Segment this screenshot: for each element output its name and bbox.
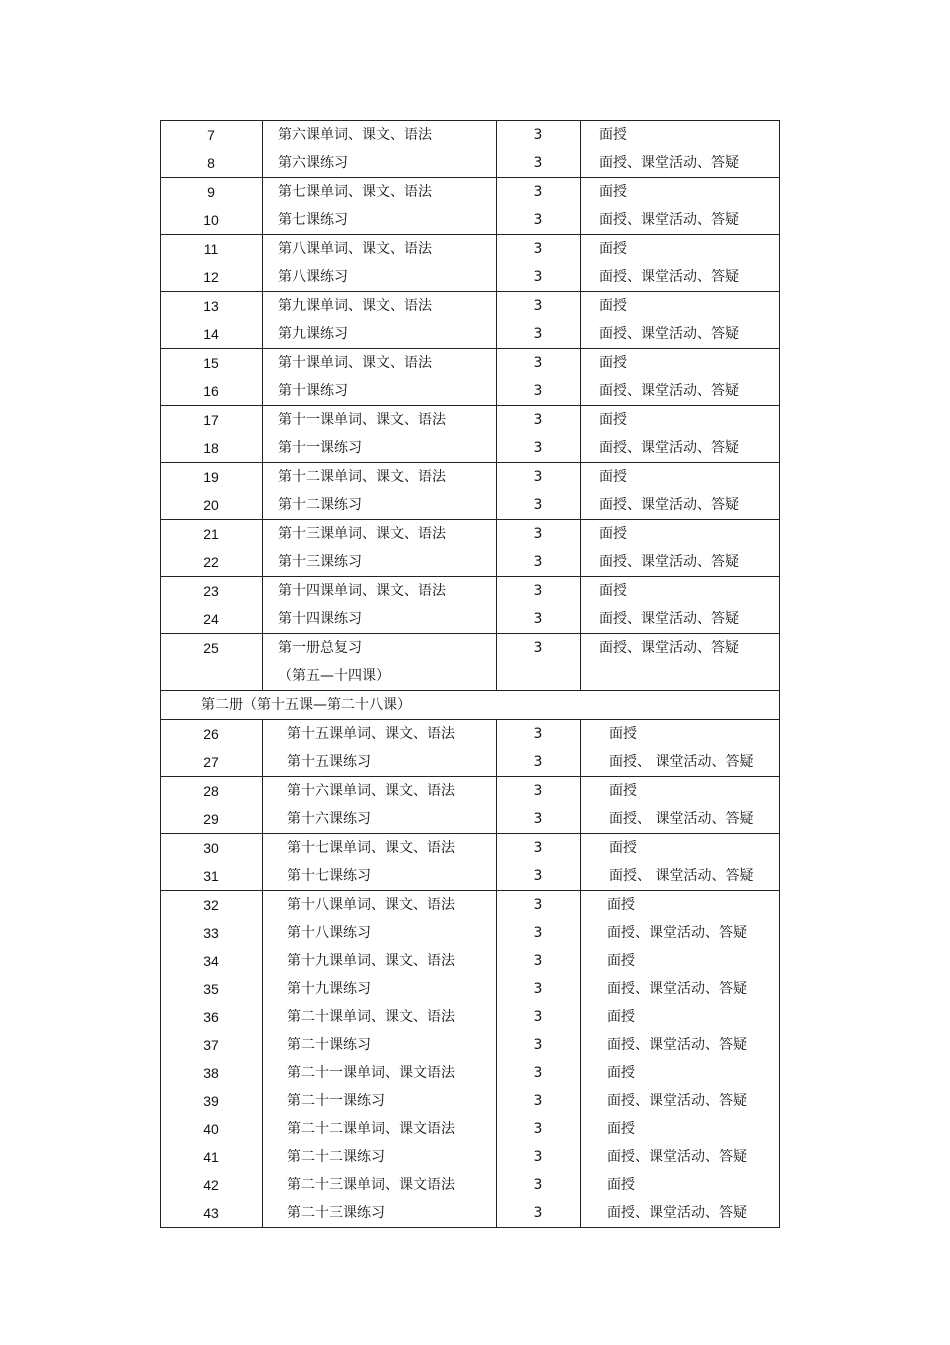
class-hours: 3 [533,583,543,599]
lesson-topic: 第十一课练习 [278,440,362,456]
lesson-number: 31 [203,868,219,884]
lesson-number: 20 [203,497,219,513]
row-group [160,890,780,1228]
lesson-topic: 第十九课练习 [287,981,371,997]
row-group [160,291,780,348]
lesson-topic: 第九课练习 [278,326,348,342]
table-row [161,634,779,662]
table-row [161,748,779,776]
lesson-topic: 第十二课练习 [278,497,362,513]
lesson-topic: 第八课练习 [278,269,348,285]
class-hours: 3 [533,840,543,856]
lesson-number: 40 [203,1121,219,1137]
table-row [161,805,779,833]
lesson-number: 37 [203,1037,219,1053]
class-hours: 3 [533,868,543,884]
class-hours: 3 [533,269,543,285]
lesson-number: 42 [203,1177,219,1193]
lesson-topic: 第十课练习 [278,383,348,399]
table-row [161,406,779,434]
teaching-method: 面授 [609,783,637,799]
table-row [161,862,779,890]
lesson-number: 9 [207,184,215,200]
lesson-number: 26 [203,726,219,742]
lesson-topic: 第六课练习 [278,155,348,171]
row-group [160,462,780,519]
lesson-number: 43 [203,1205,219,1221]
lesson-topic: 第十一课单词、课文、语法 [278,412,446,428]
class-hours: 3 [533,1149,543,1165]
teaching-method: 面授 [599,412,627,428]
teaching-method: 面授、课堂活动、答疑 [599,326,739,342]
lesson-number: 19 [203,469,219,485]
book1-section [160,120,780,690]
class-hours: 3 [533,1121,543,1137]
row-group [160,177,780,234]
class-hours: 3 [533,1037,543,1053]
book2-header: 第二册（第十五课—第二十八课） [160,690,780,719]
teaching-method: 面授 [599,583,627,599]
lesson-topic: 第二十课单词、课文、语法 [287,1009,455,1025]
lesson-number: 17 [203,412,219,428]
lesson-number: 27 [203,754,219,770]
lesson-number: 21 [203,526,219,542]
lesson-number: 11 [203,241,219,257]
table-row [161,1199,779,1227]
class-hours: 3 [533,1205,543,1221]
teaching-method: 面授、课堂活动、答疑 [599,383,739,399]
table-row [161,149,779,177]
lesson-number: 15 [203,355,219,371]
class-hours: 3 [533,640,543,656]
teaching-method: 面授、课堂活动、答疑 [607,925,747,941]
lesson-number: 25 [203,640,219,656]
row-group [160,348,780,405]
table-row [161,320,779,348]
teaching-method: 面授、课堂活动、答疑 [607,981,747,997]
teaching-method: 面授 [599,241,627,257]
class-hours: 3 [533,526,543,542]
lesson-topic: 第十五课练习 [287,754,371,770]
table-row [161,548,779,576]
class-hours: 3 [533,783,543,799]
lesson-number: 14 [203,326,219,342]
table-row [161,777,779,805]
class-hours: 3 [533,1177,543,1193]
lesson-topic: 第九课单词、课文、语法 [278,298,432,314]
lesson-topic: 第十四课单词、课文、语法 [278,583,446,599]
class-hours: 3 [533,925,543,941]
class-hours: 3 [533,127,543,143]
class-hours: 3 [533,184,543,200]
lesson-number: 41 [203,1149,219,1165]
class-hours: 3 [533,726,543,742]
row-group [160,776,780,833]
lesson-number: 23 [203,583,219,599]
row-group [160,234,780,291]
teaching-method: 面授、 课堂活动、答疑 [609,811,754,827]
table-row [161,891,779,919]
table-row [161,1059,779,1087]
class-hours: 3 [533,440,543,456]
class-hours: 3 [533,469,543,485]
table-row [161,1171,779,1199]
lesson-topic: 第二十一课单词、课文语法 [287,1065,455,1081]
table-row [161,1143,779,1171]
lesson-topic: 第十八课练习 [287,925,371,941]
lesson-number: 22 [203,554,219,570]
teaching-method: 面授 [599,355,627,371]
row-group [160,833,780,890]
table-row [161,121,779,149]
schedule-table [160,120,780,1228]
class-hours: 3 [533,611,543,627]
teaching-method: 面授 [599,184,627,200]
class-hours: 3 [533,355,543,371]
teaching-method: 面授、课堂活动、答疑 [599,554,739,570]
lesson-topic: 第十二课单词、课文、语法 [278,469,446,485]
teaching-method: 面授、课堂活动、答疑 [599,212,739,228]
teaching-method: 面授、 课堂活动、答疑 [609,754,754,770]
lesson-number: 24 [203,611,219,627]
lesson-topic: 第八课单词、课文、语法 [278,241,432,257]
lesson-topic: 第十课单词、课文、语法 [278,355,432,371]
row-group [160,576,780,633]
teaching-method: 面授 [599,298,627,314]
row-group [160,633,780,690]
class-hours: 3 [533,1065,543,1081]
lesson-topic: 第二十三课单词、课文语法 [287,1177,455,1193]
table-row [161,434,779,462]
teaching-method: 面授 [607,1121,635,1137]
row-group [160,719,780,776]
class-hours: 3 [533,754,543,770]
row-group [160,120,780,177]
lesson-topic: 第二十二课单词、课文语法 [287,1121,455,1137]
lesson-number: 30 [203,840,219,856]
table-row [161,520,779,548]
lesson-number: 39 [203,1093,219,1109]
class-hours: 3 [533,554,543,570]
class-hours: 3 [533,897,543,913]
lesson-topic: 第七课练习 [278,212,348,228]
teaching-method: 面授 [599,127,627,143]
lesson-number: 38 [203,1065,219,1081]
table-row [161,206,779,234]
class-hours: 3 [533,1009,543,1025]
teaching-method: 面授 [609,840,637,856]
lesson-number: 34 [203,953,219,969]
table-row [161,292,779,320]
lesson-number: 12 [203,269,219,285]
lesson-number: 18 [203,440,219,456]
table-row [161,178,779,206]
lesson-topic: 第七课单词、课文、语法 [278,184,432,200]
lesson-number: 36 [203,1009,219,1025]
table-row [161,1115,779,1143]
lesson-topic: 第十八课单词、课文、语法 [287,897,455,913]
teaching-method: 面授 [607,953,635,969]
table-row [161,377,779,405]
teaching-method: 面授 [607,1065,635,1081]
lesson-topic: 第十五课单词、课文、语法 [287,726,455,742]
teaching-method: 面授 [599,469,627,485]
teaching-method: 面授 [609,726,637,742]
teaching-method: 面授、课堂活动、答疑 [607,1093,747,1109]
class-hours: 3 [533,212,543,228]
lesson-topic: 第十七课练习 [287,868,371,884]
lesson-number: 28 [203,783,219,799]
teaching-method: 面授、课堂活动、答疑 [599,497,739,513]
lesson-topic: 第二十一课练习 [287,1093,385,1109]
teaching-method: 面授、课堂活动、答疑 [599,269,739,285]
lesson-topic: （第五—十四课） [278,668,390,684]
lesson-topic: 第十九课单词、课文、语法 [287,953,455,969]
lesson-topic: 第十四课练习 [278,611,362,627]
teaching-method: 面授 [607,1177,635,1193]
lesson-topic: 第十六课练习 [287,811,371,827]
class-hours: 3 [533,412,543,428]
table-row [161,1003,779,1031]
class-hours: 3 [533,1093,543,1109]
class-hours: 3 [533,981,543,997]
lesson-number: 33 [203,925,219,941]
table-row [161,1031,779,1059]
teaching-method: 面授 [607,1009,635,1025]
table-row [161,235,779,263]
lesson-topic: 第二十课练习 [287,1037,371,1053]
teaching-method: 面授、课堂活动、答疑 [599,611,739,627]
lesson-topic: 第一册总复习 [278,640,362,656]
class-hours: 3 [533,383,543,399]
table-row [161,975,779,1003]
table-row [161,947,779,975]
class-hours: 3 [533,298,543,314]
class-hours: 3 [533,953,543,969]
class-hours: 3 [533,326,543,342]
row-group [160,519,780,576]
lesson-topic: 第十六课单词、课文、语法 [287,783,455,799]
teaching-method: 面授、课堂活动、答疑 [607,1037,747,1053]
class-hours: 3 [533,497,543,513]
lesson-number: 10 [203,212,219,228]
row-group [160,405,780,462]
lesson-number: 8 [207,155,215,171]
lesson-number: 13 [203,298,219,314]
table-row [161,349,779,377]
teaching-method: 面授、 课堂活动、答疑 [609,868,754,884]
book2-section [160,719,780,1228]
teaching-method: 面授、课堂活动、答疑 [599,640,739,656]
table-row [161,834,779,862]
lesson-number: 16 [203,383,219,399]
table-row [161,1087,779,1115]
table-row [161,919,779,947]
table-row [161,491,779,519]
class-hours: 3 [533,811,543,827]
class-hours: 3 [533,155,543,171]
lesson-number: 7 [207,127,215,143]
table-row [161,577,779,605]
teaching-method: 面授、课堂活动、答疑 [607,1205,747,1221]
lesson-topic: 第二十三课练习 [287,1205,385,1221]
lesson-topic: 第十三课练习 [278,554,362,570]
table-row [161,662,779,690]
teaching-method: 面授 [599,526,627,542]
lesson-topic: 第十三课单词、课文、语法 [278,526,446,542]
lesson-topic: 第二十二课练习 [287,1149,385,1165]
table-row [161,263,779,291]
lesson-topic: 第十七课单词、课文、语法 [287,840,455,856]
teaching-method: 面授、课堂活动、答疑 [599,440,739,456]
teaching-method: 面授 [607,897,635,913]
lesson-number: 35 [203,981,219,997]
lesson-topic: 第六课单词、课文、语法 [278,127,432,143]
class-hours: 3 [533,241,543,257]
lesson-number: 29 [203,811,219,827]
teaching-method: 面授、课堂活动、答疑 [607,1149,747,1165]
table-row [161,463,779,491]
table-row [161,605,779,633]
lesson-number: 32 [203,897,219,913]
table-row [161,720,779,748]
teaching-method: 面授、课堂活动、答疑 [599,155,739,171]
